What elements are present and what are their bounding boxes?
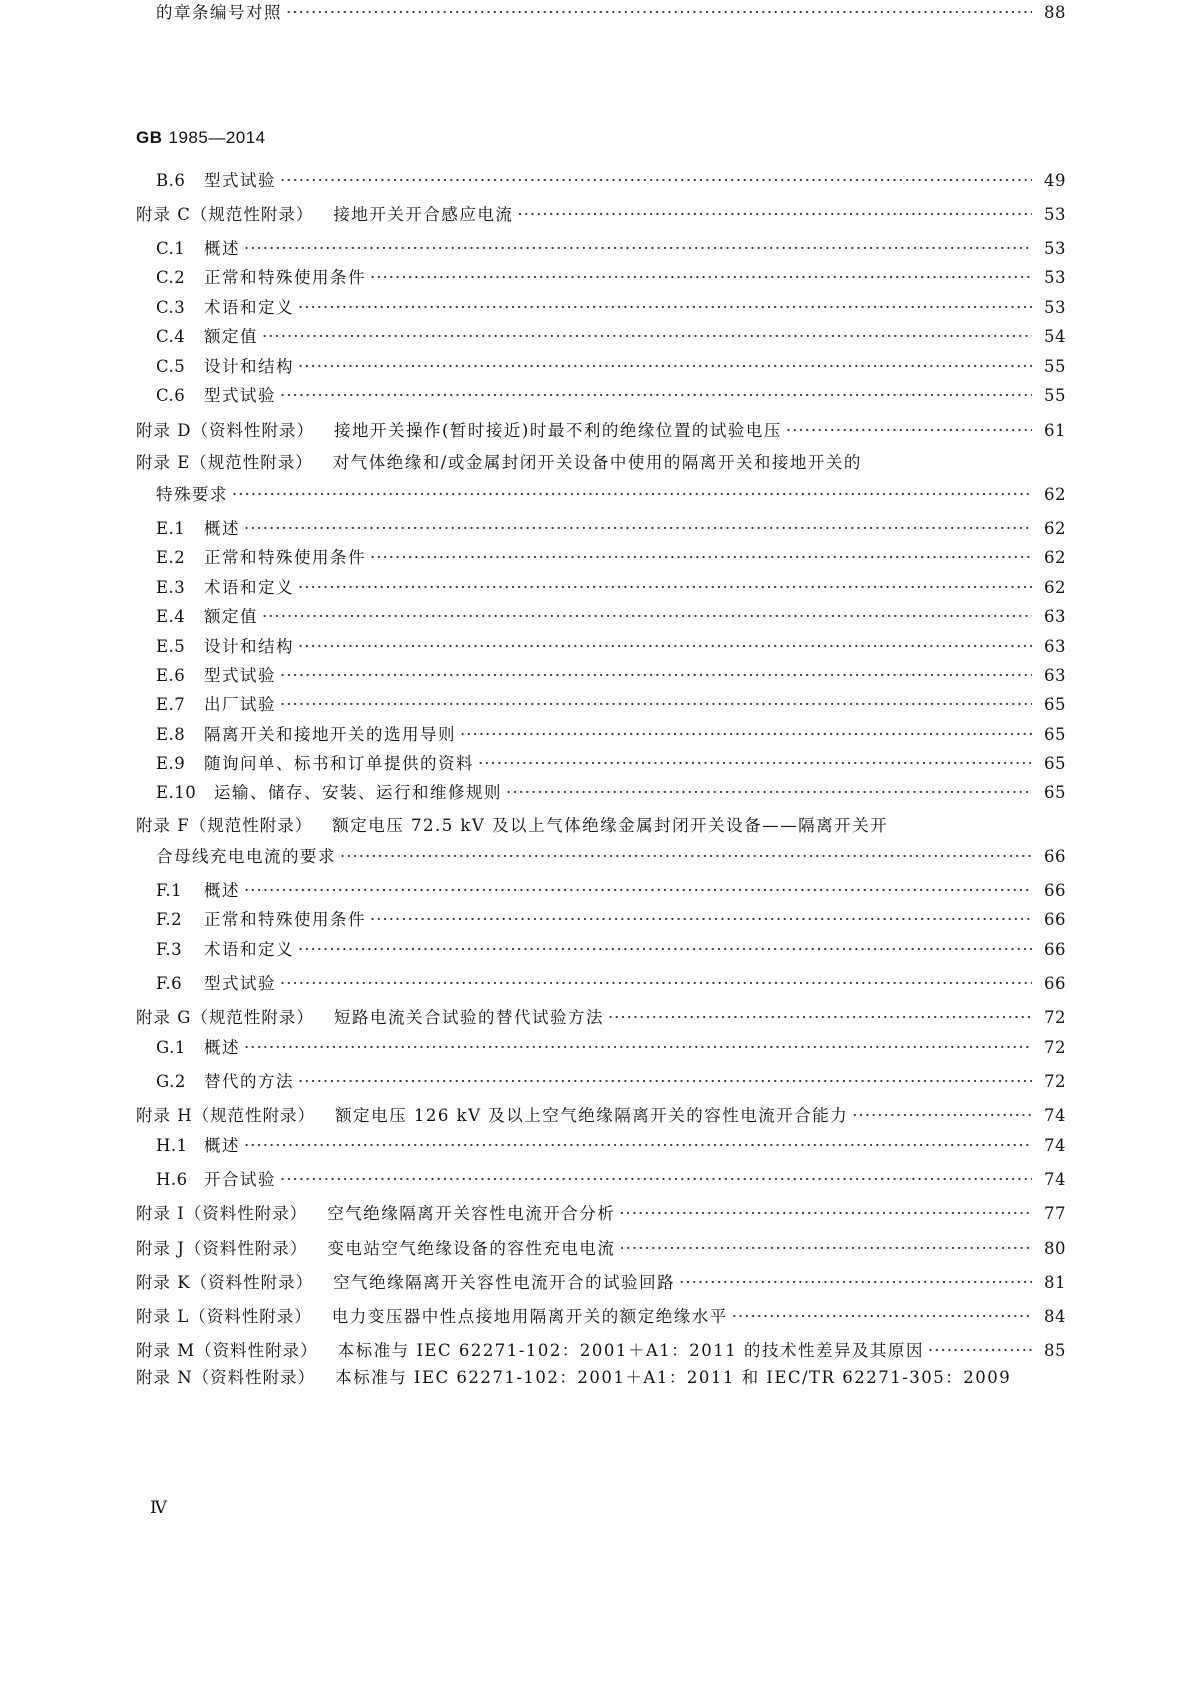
toc-appendix-label: 附录 G（规范性附录） — [136, 1008, 314, 1027]
toc-leader-dots — [298, 297, 1032, 319]
toc-appendix-label: 附录 H（规范性附录） — [136, 1106, 316, 1125]
toc-page-number: 62 — [1044, 485, 1066, 504]
toc-appendix-entry-continued[interactable] — [156, 0, 1066, 24]
toc-entry[interactable] — [156, 692, 1066, 716]
toc-appendix-title: 额定电压 72.5 kV 及以上气体绝缘金属封闭开关设备——隔离开关开 — [332, 816, 889, 835]
toc-appendix-title-continued: 特殊要求 — [156, 485, 228, 504]
toc-appendix-entry[interactable] — [136, 1367, 1066, 1391]
toc-appendix-label: 附录 J（资料性附录） — [136, 1239, 308, 1258]
toc-section-title: 概述 — [204, 1136, 240, 1155]
page-number-footer: Ⅳ — [150, 1498, 167, 1518]
toc-section-title: 替代的方法 — [204, 1072, 294, 1091]
toc-leader-dots — [244, 238, 1032, 260]
toc-leader-dots — [370, 909, 1032, 931]
toc-section-number: G.2 — [156, 1072, 186, 1091]
toc-entry[interactable] — [156, 1133, 1066, 1157]
toc-leader-dots — [280, 973, 1032, 995]
toc-appendix-entry[interactable] — [136, 202, 1066, 226]
standard-prefix: GB — [136, 128, 163, 147]
toc-entry[interactable] — [156, 604, 1066, 628]
toc-leader-dots — [732, 1306, 1032, 1328]
toc-page-number: 55 — [1044, 357, 1066, 376]
toc-entry[interactable] — [156, 780, 1066, 804]
toc-entry[interactable] — [156, 265, 1066, 289]
toc-section-number: C.2 — [156, 268, 186, 287]
toc-leader-dots — [478, 753, 1032, 775]
toc-leader-dots — [928, 1340, 1032, 1362]
toc-entry[interactable] — [156, 634, 1066, 658]
toc-appendix-entry[interactable] — [136, 452, 1066, 476]
toc-leader-dots — [370, 267, 1032, 289]
toc-section-title: 术语和定义 — [204, 578, 294, 597]
toc-page-number: 65 — [1044, 783, 1066, 802]
toc-page-number: 74 — [1044, 1136, 1066, 1155]
toc-leader-dots — [244, 880, 1032, 902]
toc-appendix-title-continued: 的章条编号对照 — [156, 3, 282, 22]
toc-appendix-entry-continued[interactable] — [156, 844, 1066, 868]
document-header — [136, 128, 266, 148]
toc-appendix-title: 对气体绝缘和/或金属封闭开关设备中使用的隔离开关和接地开关的 — [332, 453, 862, 472]
toc-leader-dots — [298, 636, 1032, 658]
toc-appendix-title: 短路电流关合试验的替代试验方法 — [333, 1008, 604, 1027]
toc-entry[interactable] — [156, 971, 1066, 995]
toc-page-number: 49 — [1044, 171, 1066, 190]
toc-leader-dots — [232, 484, 1032, 506]
toc-entry[interactable] — [156, 383, 1066, 407]
toc-leader-dots — [280, 385, 1032, 407]
toc-section-number: H.1 — [156, 1136, 188, 1155]
toc-entry[interactable] — [156, 295, 1066, 319]
toc-page-number: 81 — [1044, 1273, 1066, 1292]
toc-leader-dots — [262, 606, 1032, 628]
toc-entry[interactable] — [156, 236, 1066, 260]
toc-appendix-label: 附录 K（资料性附录） — [136, 1273, 314, 1292]
toc-page-number: 53 — [1044, 205, 1066, 224]
toc-section-title: 正常和特殊使用条件 — [204, 910, 366, 929]
toc-appendix-entry[interactable] — [136, 1338, 1066, 1362]
toc-page-number: 85 — [1044, 1341, 1066, 1360]
toc-section-number: B.6 — [156, 171, 186, 190]
toc-section-number: F.3 — [156, 940, 183, 959]
toc-section-number: C.6 — [156, 386, 186, 405]
toc-section-number: E.3 — [156, 578, 186, 597]
toc-appendix-entry[interactable] — [136, 1103, 1066, 1127]
toc-section-title: 隔离开关和接地开关的选用导则 — [204, 725, 456, 744]
toc-page-number: 53 — [1044, 298, 1066, 317]
toc-section-number: F.2 — [156, 910, 183, 929]
toc-appendix-label: 附录 F（规范性附录） — [136, 816, 313, 835]
toc-section-number: E.7 — [156, 695, 186, 714]
toc-section-number: F.6 — [156, 974, 183, 993]
toc-page-number: 66 — [1044, 974, 1066, 993]
toc-page-number: 66 — [1044, 881, 1066, 900]
toc-page-number: 72 — [1044, 1008, 1066, 1027]
toc-appendix-entry[interactable] — [136, 1005, 1066, 1029]
toc-page-number: 53 — [1044, 239, 1066, 258]
toc-appendix-entry[interactable] — [136, 1270, 1066, 1294]
toc-section-title: 额定值 — [204, 327, 258, 346]
toc-entry[interactable] — [156, 168, 1066, 192]
toc-page-number: 65 — [1044, 695, 1066, 714]
toc-section-title: 概述 — [204, 1038, 240, 1057]
toc-page-number: 66 — [1044, 940, 1066, 959]
toc-section-number: E.10 — [156, 783, 197, 802]
toc-section-title: 型式试验 — [204, 974, 276, 993]
toc-section-number: E.4 — [156, 607, 186, 626]
toc-entry[interactable] — [156, 575, 1066, 599]
toc-entry[interactable] — [156, 907, 1066, 931]
toc-page-number: 65 — [1044, 725, 1066, 744]
toc-page-number: 63 — [1044, 607, 1066, 626]
toc-page-number: 88 — [1044, 3, 1066, 22]
toc-section-number: F.1 — [156, 881, 183, 900]
toc-section-title: 术语和定义 — [204, 298, 294, 317]
toc-section-title: 额定值 — [204, 607, 258, 626]
toc-section-number: G.1 — [156, 1038, 186, 1057]
toc-section-number: C.5 — [156, 357, 186, 376]
toc-entry[interactable] — [156, 878, 1066, 902]
toc-leader-dots — [286, 2, 1032, 24]
standard-number: 1985—2014 — [168, 128, 266, 147]
toc-entry[interactable] — [156, 751, 1066, 775]
toc-appendix-label: 附录 C（规范性附录） — [136, 205, 314, 224]
toc-leader-dots — [679, 1272, 1032, 1294]
toc-leader-dots — [280, 694, 1032, 716]
toc-page-number: 63 — [1044, 666, 1066, 685]
toc-leader-dots — [244, 1037, 1032, 1059]
toc-page-number: 55 — [1044, 386, 1066, 405]
toc-page-number: 62 — [1044, 548, 1066, 567]
toc-section-title: 正常和特殊使用条件 — [204, 548, 366, 567]
toc-page-number: 63 — [1044, 637, 1066, 656]
toc-section-number: E.8 — [156, 725, 186, 744]
toc-page-number: 72 — [1044, 1038, 1066, 1057]
toc-section-title: 运输、储存、安装、运行和维修规则 — [214, 783, 502, 802]
toc-appendix-label: 附录 D（资料性附录） — [136, 421, 314, 440]
toc-section-title: 设计和结构 — [204, 637, 294, 656]
toc-section-title: 型式试验 — [204, 386, 276, 405]
toc-entry[interactable] — [156, 354, 1066, 378]
toc-appendix-title: 接地开关操作(暂时接近)时最不利的绝缘位置的试验电压 — [333, 421, 782, 440]
toc-page-number: 74 — [1044, 1106, 1066, 1125]
toc-section-title: 出厂试验 — [204, 695, 276, 714]
toc-page-number: 84 — [1044, 1307, 1066, 1326]
toc-section-title: 设计和结构 — [204, 357, 294, 376]
toc-entry[interactable] — [156, 545, 1066, 569]
toc-section-number: E.9 — [156, 754, 186, 773]
toc-page-number: 80 — [1044, 1239, 1066, 1258]
toc-section-title: 开合试验 — [204, 1170, 276, 1189]
toc-leader-dots — [340, 846, 1032, 868]
toc-leader-dots — [506, 782, 1032, 804]
toc-section-number: C.4 — [156, 327, 186, 346]
toc-appendix-label: 附录 E（规范性附录） — [136, 453, 313, 472]
toc-page-number: 74 — [1044, 1170, 1066, 1189]
toc-page-number: 65 — [1044, 754, 1066, 773]
toc-leader-dots — [852, 1105, 1032, 1127]
toc-appendix-title: 接地开关开合感应电流 — [333, 205, 514, 224]
toc-appendix-label: 附录 M（资料性附录） — [136, 1341, 318, 1360]
toc-section-title: 术语和定义 — [204, 940, 294, 959]
toc-section-title: 型式试验 — [204, 171, 276, 190]
toc-appendix-title: 本标准与 IEC 62271-102：2001＋A1：2011 和 IEC/TR 62271-305：2009 — [335, 1368, 1012, 1387]
toc-entry[interactable] — [156, 1167, 1066, 1191]
toc-page-number: 66 — [1044, 847, 1066, 866]
toc-leader-dots — [262, 326, 1032, 348]
toc-leader-dots — [280, 170, 1032, 192]
toc-appendix-label: 附录 I（资料性附录） — [136, 1204, 308, 1223]
toc-appendix-title: 电力变压器中性点接地用隔离开关的额定绝缘水平 — [331, 1307, 728, 1326]
toc-section-title: 型式试验 — [204, 666, 276, 685]
toc-section-title: 随询问单、标书和订单提供的资料 — [204, 754, 474, 773]
toc-page-number: 54 — [1044, 327, 1066, 346]
toc-leader-dots — [244, 1135, 1032, 1157]
toc-entry[interactable] — [156, 1069, 1066, 1093]
toc-leader-dots — [517, 204, 1032, 226]
toc-leader-dots — [298, 577, 1032, 599]
toc-section-title: 正常和特殊使用条件 — [204, 268, 366, 287]
toc-section-number: E.1 — [156, 519, 186, 538]
toc-appendix-entry[interactable] — [136, 418, 1066, 442]
toc-leader-dots — [786, 420, 1032, 442]
toc-leader-dots — [244, 518, 1032, 540]
toc-section-number: E.6 — [156, 666, 186, 685]
toc-leader-dots — [298, 939, 1032, 961]
toc-leader-dots — [619, 1203, 1032, 1225]
toc-leader-dots — [298, 356, 1032, 378]
toc-leader-dots — [608, 1007, 1032, 1029]
toc-page-number: 66 — [1044, 910, 1066, 929]
toc-page-number: 62 — [1044, 519, 1066, 538]
toc-section-title: 概述 — [204, 881, 240, 900]
toc-appendix-entry[interactable] — [136, 1201, 1066, 1225]
toc-entry[interactable] — [156, 722, 1066, 746]
toc-page-number: 61 — [1044, 421, 1066, 440]
toc-appendix-entry-continued[interactable] — [156, 482, 1066, 506]
toc-page-number: 53 — [1044, 268, 1066, 287]
toc-appendix-entry[interactable] — [136, 1304, 1066, 1328]
toc-appendix-label: 附录 N（资料性附录） — [136, 1368, 316, 1387]
toc-section-number: H.6 — [156, 1170, 188, 1189]
toc-leader-dots — [280, 1169, 1032, 1191]
toc-appendix-title: 空气绝缘隔离开关容性电流开合分析 — [327, 1204, 616, 1223]
toc-section-number: C.3 — [156, 298, 186, 317]
toc-section-number: E.5 — [156, 637, 186, 656]
toc-page-number: 77 — [1044, 1204, 1066, 1223]
toc-leader-dots — [619, 1238, 1032, 1260]
toc-section-number: C.1 — [156, 239, 186, 258]
toc-entry[interactable] — [156, 937, 1066, 961]
toc-appendix-title: 空气绝缘隔离开关容性电流开合的试验回路 — [333, 1273, 676, 1292]
toc-entry[interactable] — [156, 1035, 1066, 1059]
toc-appendix-title-continued: 合母线充电电流的要求 — [156, 847, 336, 866]
toc-appendix-label: 附录 L（资料性附录） — [136, 1307, 312, 1326]
toc-leader-dots — [298, 1071, 1032, 1093]
toc-section-title: 概述 — [204, 519, 240, 538]
toc-entry[interactable] — [156, 324, 1066, 348]
toc-page-number: 62 — [1044, 578, 1066, 597]
toc-page-number: 72 — [1044, 1072, 1066, 1091]
toc-appendix-title: 本标准与 IEC 62271-102：2001＋A1：2011 的技术性差异及其原因 — [337, 1341, 925, 1360]
toc-leader-dots — [370, 547, 1032, 569]
toc-entry[interactable] — [156, 663, 1066, 687]
toc-leader-dots — [460, 724, 1032, 746]
toc-leader-dots — [280, 665, 1032, 687]
toc-section-title: 概述 — [204, 239, 240, 258]
toc-entry[interactable] — [156, 516, 1066, 540]
toc-appendix-title: 额定电压 126 kV 及以上空气绝缘隔离开关的容性电流开合能力 — [335, 1106, 849, 1125]
toc-section-number: E.2 — [156, 548, 186, 567]
toc-appendix-entry[interactable] — [136, 815, 1066, 839]
toc-appendix-title: 变电站空气绝缘设备的容性充电电流 — [327, 1239, 616, 1258]
toc-appendix-entry[interactable] — [136, 1236, 1066, 1260]
